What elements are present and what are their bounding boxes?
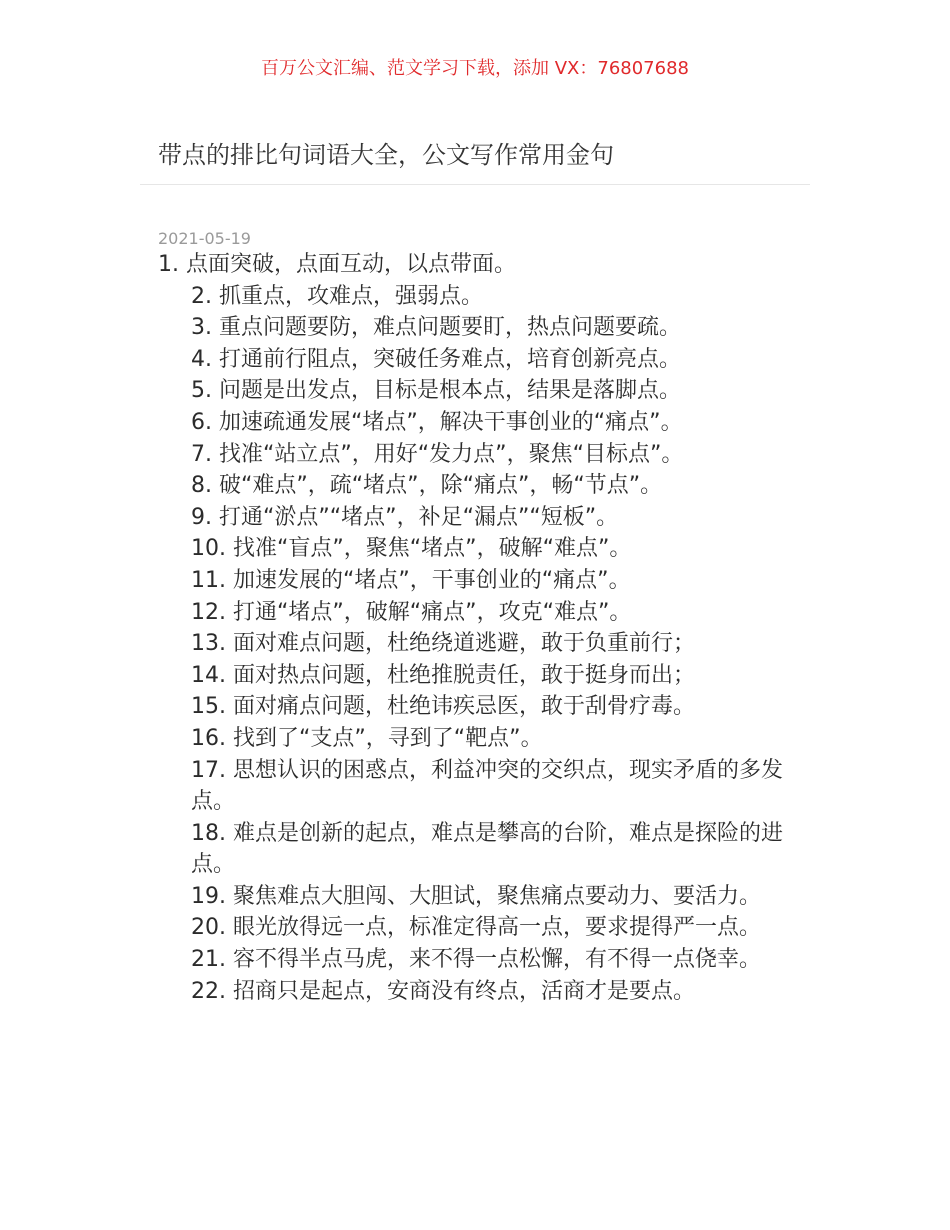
page-title: 带点的排比句词语大全，公文写作常用金句 [158,141,614,169]
list-item: 8. 破“难点”，疏“堵点”，除“痛点”，畅“节点”。 [191,473,663,499]
publish-date: 2021-05-19 [158,229,251,248]
list-item: 9. 打通“淤点”“堵点”，补足“漏点”“短板”。 [191,504,619,530]
list-item: 1. 点面突破，点面互动，以点带面。 [158,252,516,277]
title-divider [140,184,810,185]
list-item: 5. 问题是出发点，目标是根本点，结果是落脚点。 [191,378,681,404]
list-item: 18. 难点是创新的起点，难点是攀高的台阶，难点是探险的进点。 [191,820,783,878]
list-item: 4. 打通前行阻点，突破任务难点，培育创新亮点。 [191,346,681,372]
phrase-list [158,249,798,1007]
list-item: 21. 容不得半点马虎，来不得一点松懈，有不得一点侥幸。 [191,947,761,973]
list-item: 22. 招商只是起点，安商没有终点，活商才是要点。 [191,978,695,1004]
list-item: 15. 面对痛点问题，杜绝讳疾忌医，敢于刮骨疗毒。 [191,694,695,720]
list-item: 2. 抓重点，攻难点，强弱点。 [191,283,483,309]
list-item: 20. 眼光放得远一点，标准定得高一点，要求提得严一点。 [191,915,761,941]
list-item: 11. 加速发展的“堵点”，干事创业的“痛点”。 [191,567,631,593]
list-item: 7. 找准“站立点”，用好“发力点”，聚焦“目标点”。 [191,441,684,467]
list-item: 14. 面对热点问题，杜绝推脱责任，敢于挺身而出； [191,662,695,688]
list-item: 17. 思想认识的困惑点，利益冲突的交织点，现实矛盾的多发点。 [191,757,783,815]
list-item: 16. 找到了“支点”，寻到了“靶点”。 [191,725,543,751]
list-item: 12. 打通“堵点”，破解“痛点”，攻克“难点”。 [191,599,632,625]
header-banner: 百万公文汇编、范文学习下载，添加 VX：76807688 [261,58,689,79]
list-item: 10. 找准“盲点”，聚焦“堵点”，破解“难点”。 [191,536,632,562]
list-item: 19. 聚焦难点大胆闯、大胆试，聚焦痛点要动力、要活力。 [191,883,761,909]
list-item: 3. 重点问题要防，难点问题要盯，热点问题要疏。 [191,315,681,341]
list-item: 6. 加速疏通发展“堵点”，解决干事创业的“痛点”。 [191,409,683,435]
list-item: 13. 面对难点问题，杜绝绕道逃避，敢于负重前行； [191,631,695,657]
